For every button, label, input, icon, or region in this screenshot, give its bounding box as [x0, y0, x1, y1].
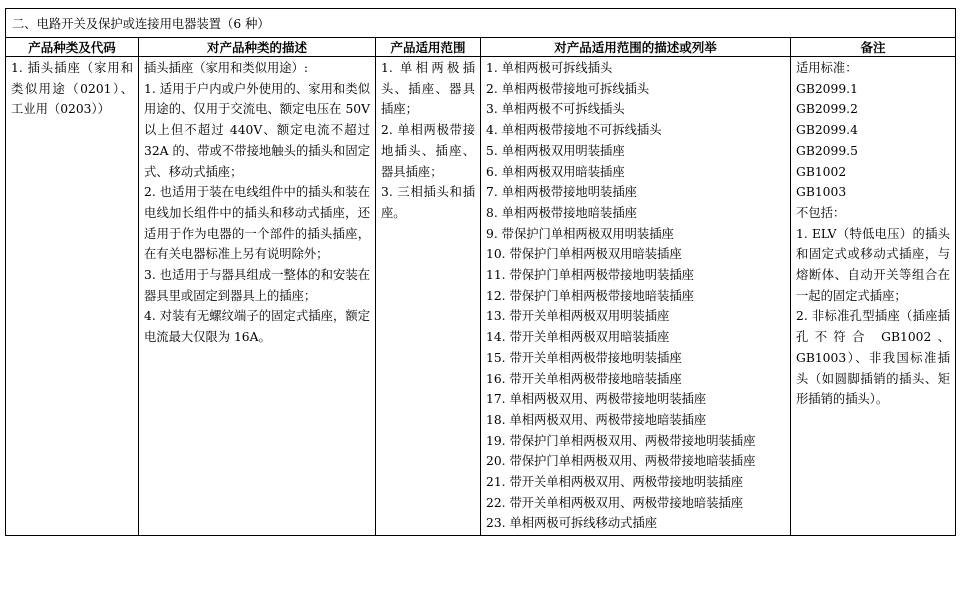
- exclusion-item: 1. ELV（特低电压）的插头和固定式或移动式插座，与熔断体、自动开关等组合在一起的固定式插座；: [796, 226, 951, 303]
- standard-code: GB2099.1: [796, 81, 858, 96]
- description-line: 3. 也适用于与器具组成一整体的和安装在器具里或固定到器具上的插座；: [144, 268, 370, 303]
- standard-code: GB2099.5: [796, 143, 858, 158]
- standard-code: GB2099.2: [796, 102, 858, 117]
- document: [5, 8, 955, 536]
- standard-code: GB1003: [796, 185, 847, 200]
- description-line: 1. 适用于户内或户外使用的、家用和类似用途的、仅用于交流电、额定电压在 50V 以上但不超过 440V、额定电流不超过 32A 的、带或不带接地触头的插头和固定式、移动式插座；: [144, 81, 374, 179]
- scope-cell: [376, 57, 481, 536]
- list-item: 10. 带保护门单相两极双用暗装插座: [486, 247, 682, 262]
- header-notes: 备注: [791, 38, 956, 57]
- scope-list-cell: [481, 57, 791, 536]
- table-row: [6, 57, 956, 536]
- description-line: 插头插座（家用和类似用途）:: [144, 61, 309, 75]
- notes-cell: [791, 57, 956, 536]
- list-item: 19. 带保护门单相两极双用、两极带接地明装插座: [486, 433, 756, 448]
- description-cell: [139, 57, 376, 536]
- list-item: 7. 单相两极带接地明装插座: [486, 185, 637, 200]
- section-title: 二、电路开关及保护或连接用电器装置（6 种）: [6, 9, 956, 38]
- description-line: 2. 也适用于装在电线组件中的插头和装在电线加长组件中的插头和移动式插座，还适用于作为电器的一个部件的插头插座，在有关电器标准上另有说明除外；: [144, 185, 370, 262]
- list-item: 12. 带保护门单相两极带接地暗装插座: [486, 288, 694, 303]
- list-item: 20. 带保护门单相两极双用、两极带接地暗装插座: [486, 454, 756, 469]
- list-item: 11. 带保护门单相两极带接地明装插座: [486, 268, 694, 283]
- header-description: 对产品种类的描述: [139, 38, 376, 57]
- list-item: 13. 带开关单相两极双用明装插座: [486, 309, 670, 324]
- description-line: 4. 对装有无螺纹端子的固定式插座，额定电流最大仅限为 16A。: [144, 309, 370, 345]
- list-item: 16. 带开关单相两极带接地暗装插座: [486, 371, 682, 386]
- list-item: 23. 单相两极可拆线移动式插座: [486, 516, 658, 531]
- list-item: 9. 带保护门单相两极双用明装插座: [486, 226, 674, 241]
- standard-code: GB2099.4: [796, 123, 858, 138]
- scope-line: 3. 三相插头和插座。: [381, 185, 475, 220]
- category-cell: [6, 57, 139, 536]
- scope-line: 2. 单相两极带接地插头、插座、器具插座；: [381, 123, 475, 179]
- list-item: 14. 带开关单相两极双用暗装插座: [486, 330, 670, 345]
- header-scope-list: 对产品适用范围的描述或列举: [481, 38, 791, 57]
- list-item: 4. 单相两极带接地不可拆线插头: [486, 123, 662, 138]
- list-item: 17. 单相两极双用、两极带接地明装插座: [486, 392, 707, 407]
- list-item: 6. 单相两极双用暗装插座: [486, 164, 625, 179]
- list-item: 15. 带开关单相两极带接地明装插座: [486, 350, 682, 365]
- category-text: 1. 插头插座（家用和类似用途（0201）、工业用（0203））: [11, 61, 133, 117]
- scope-line: 1. 单相两极插头、插座、器具插座；: [381, 61, 475, 117]
- header-scope: 产品适用范围: [376, 38, 481, 57]
- list-item: 3. 单相两极不可拆线插头: [486, 102, 625, 117]
- list-item: 2. 单相两极带接地可拆线插头: [486, 81, 650, 96]
- list-item: 18. 单相两极双用、两极带接地暗装插座: [486, 412, 707, 427]
- list-item: 22. 带开关单相两极双用、两极带接地暗装插座: [486, 495, 744, 510]
- list-item: 5. 单相两极双用明装插座: [486, 143, 625, 158]
- section-title-row: [6, 9, 956, 38]
- exclusion-item: 2. 非标准孔型插座（插座插孔不符合 GB1002、GB1003）、非我国标准插头（如圆脚插销的插头、矩形插销的插头）。: [796, 309, 951, 407]
- header-row: [6, 38, 956, 57]
- notes-line: 适用标准：: [796, 61, 858, 75]
- product-table: [5, 8, 956, 536]
- notes-line: 不包括：: [796, 205, 846, 220]
- list-item: 21. 带开关单相两极双用、两极带接地明装插座: [486, 475, 744, 490]
- header-category: 产品种类及代码: [6, 38, 139, 57]
- list-item: 8. 单相两极带接地暗装插座: [486, 205, 637, 220]
- list-item: 1. 单相两极可拆线插头: [486, 61, 613, 75]
- standard-code: GB1002: [796, 164, 847, 179]
